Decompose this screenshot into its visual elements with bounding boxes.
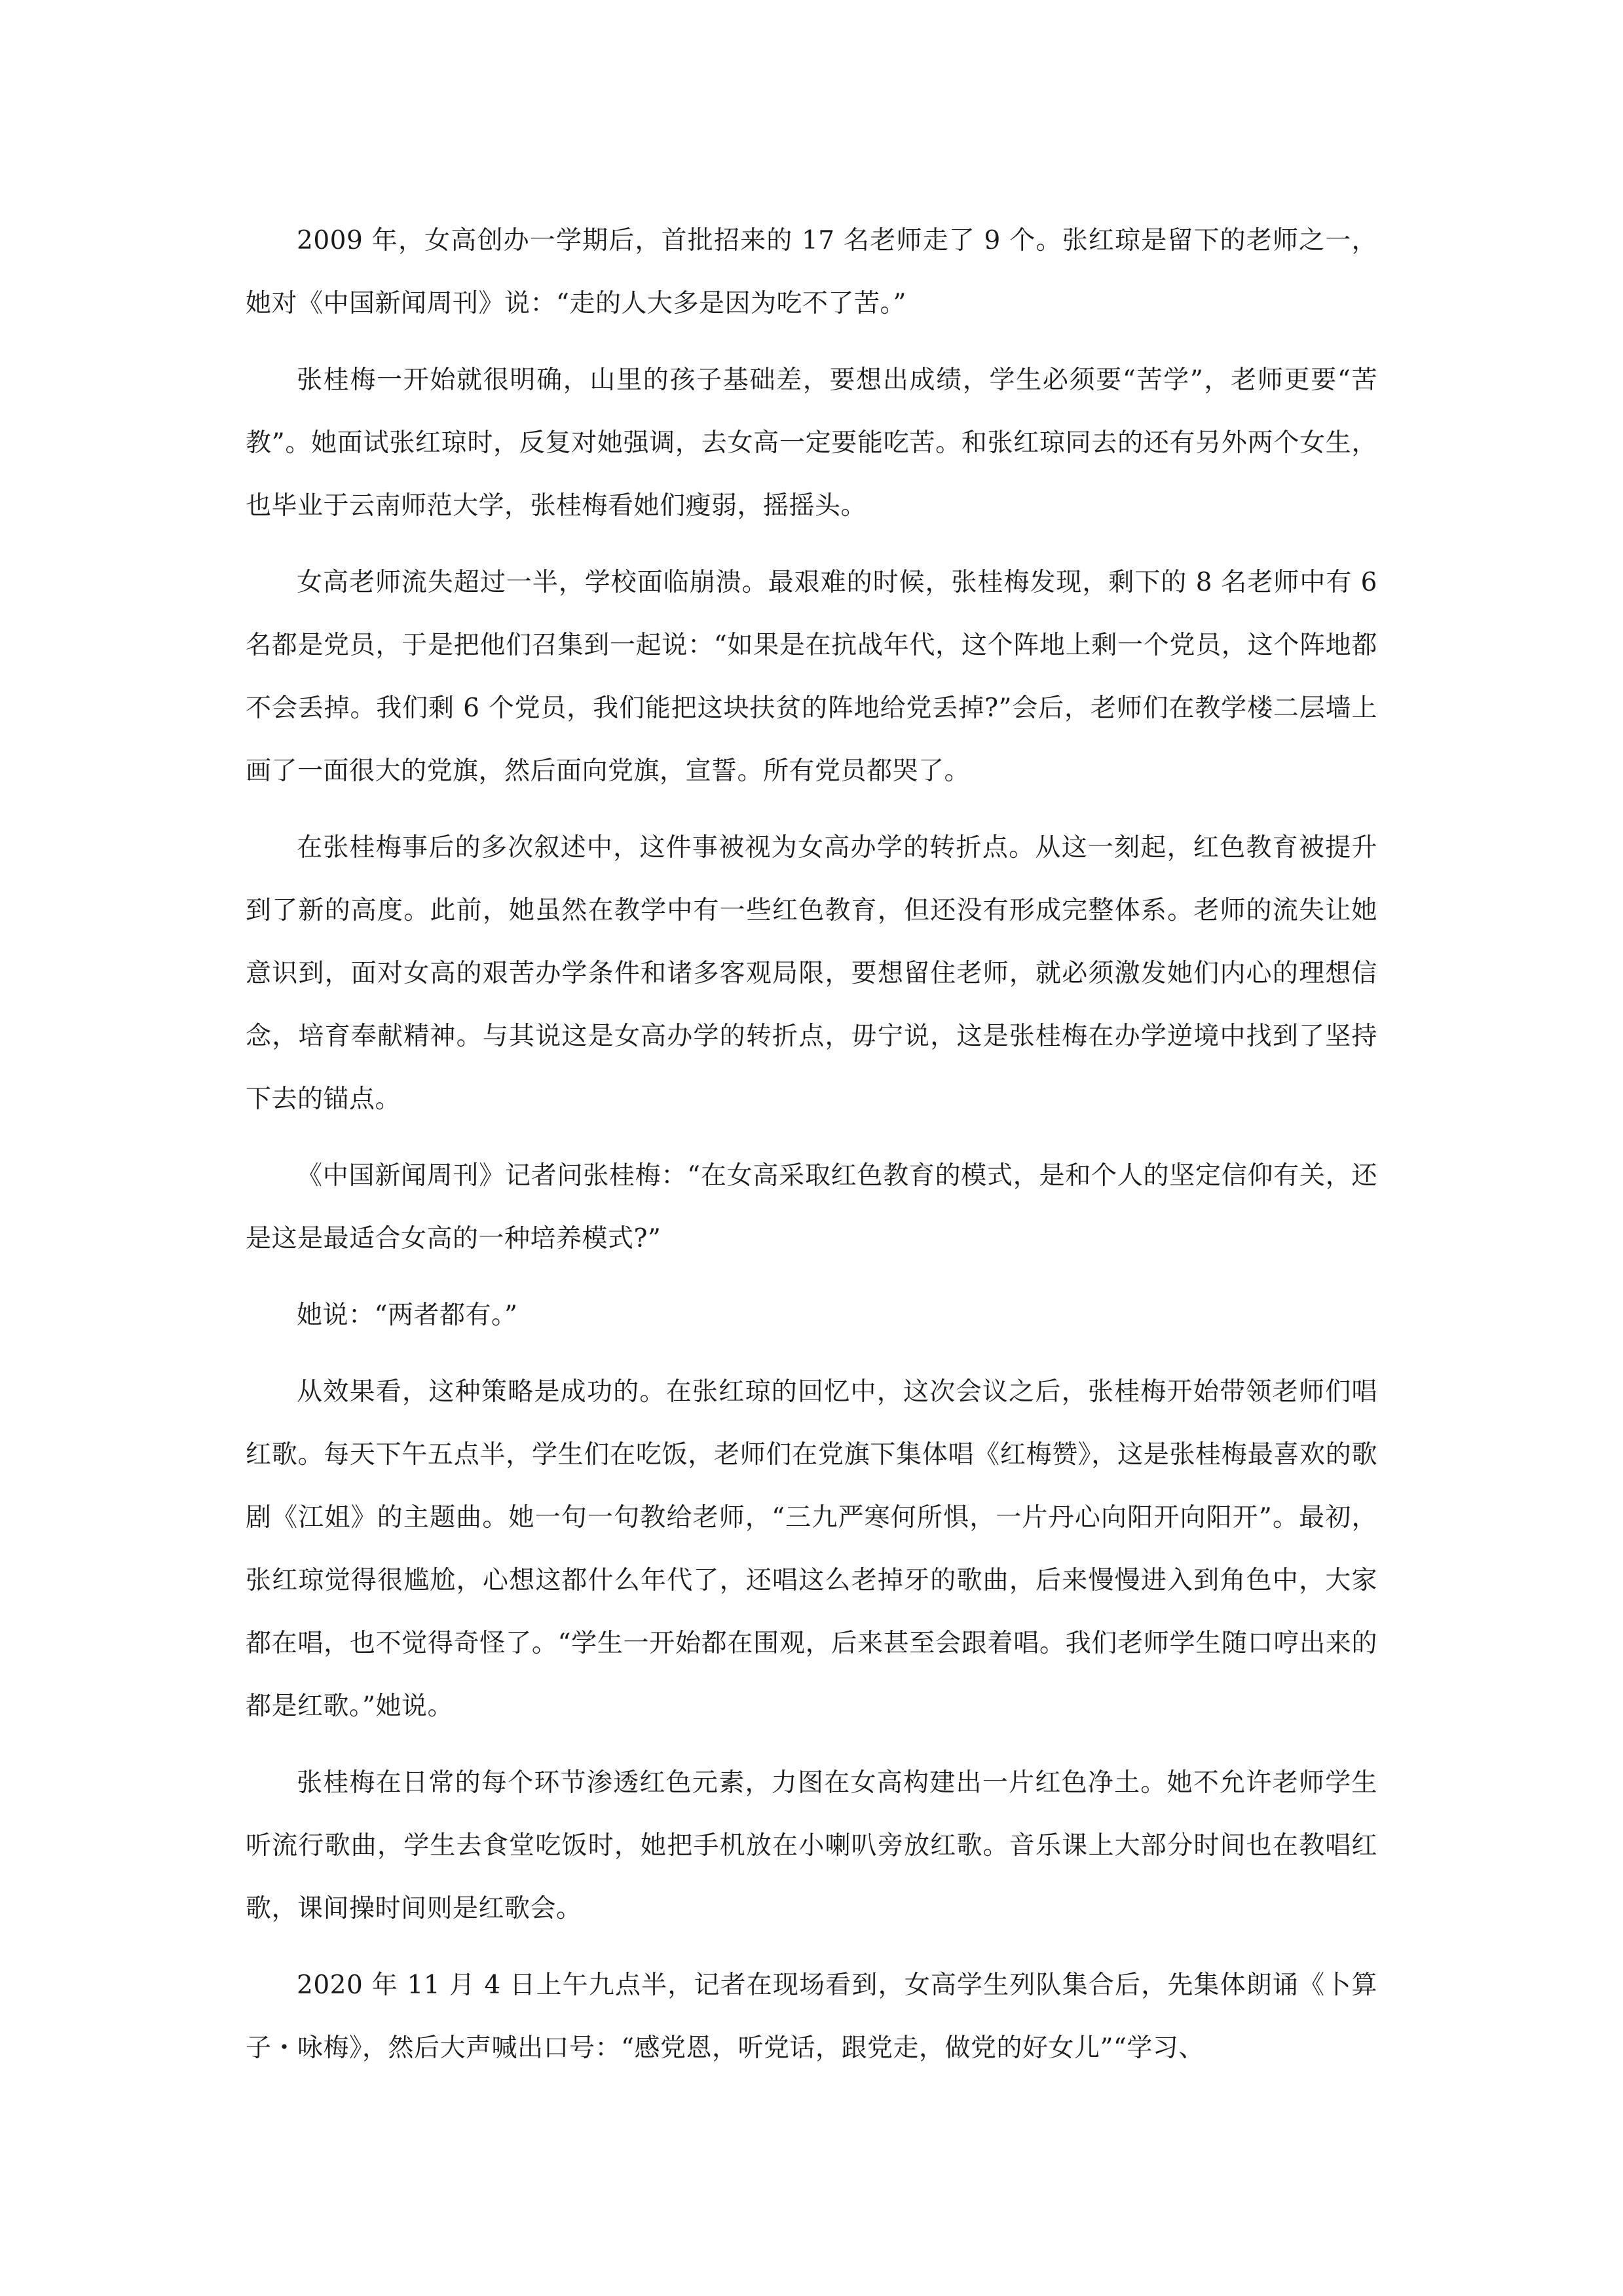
- paragraph-4: 在张桂梅事后的多次叙述中，这件事被视为女高办学的转折点。从这一刻起，红色教育被提升到了新的高度。此前，她虽然在教学中有一些红色教育，但还没有形成完整体系。老师的流失让她意识到，面对女高的艰苦办学条件和诸多客观局限，要想留住老师，就必须激发她们内心的理想信念，培育奉献精神。与其说这是女高办学的转折点，毋宁说，这是张桂梅在办学逆境中找到了坚持下去的锚点。: [246, 833, 1377, 1114]
- paragraph-6: 她说：“两者都有。”: [297, 1301, 518, 1330]
- article-body: [246, 210, 1377, 2094]
- paragraph-8: 张桂梅在日常的每个环节渗透红色元素，力图在女高构建出一片红色净土。她不允许老师学生听流行歌曲，学生去食堂吃饭时，她把手机放在小喇叭旁放红歌。音乐课上大部分时间也在教唱红歌，课间操时间则是红歌会。: [246, 1768, 1377, 1923]
- paragraph-9: 2020 年 11 月 4 日上午九点半，记者在现场看到，女高学生列队集合后，先集体朗诵《卜算子・咏梅》，然后大声喊出口号：“感党恩，听党话，跟党走，做党的好女儿”“学习、: [246, 1971, 1377, 2063]
- paragraph-5: 《中国新闻周刊》记者问张桂梅：“在女高采取红色教育的模式，是和个人的坚定信仰有关，还是这是最适合女高的一种培养模式?”: [246, 1161, 1377, 1253]
- paragraph-1: 2009 年，女高创办一学期后，首批招来的 17 名老师走了 9 个。张红琼是留下的老师之一，她对《中国新闻周刊》说：“走的人大多是因为吃不了苦。”: [246, 226, 1377, 318]
- paragraph-7: 从效果看，这种策略是成功的。在张红琼的回忆中，这次会议之后，张桂梅开始带领老师们唱红歌。每天下午五点半，学生们在吃饭，老师们在党旗下集体唱《红梅赞》，这是张桂梅最喜欢的歌剧《江姐》的主题曲。她一句一句教给老师，“三九严寒何所惧，一片丹心向阳开向阳开”。最初，张红琼觉得很尴尬，心想这都什么年代了，还唱这么老掉牙的歌曲，后来慢慢进入到角色中，大家都在唱，也不觉得奇怪了。“学生一开始都在围观，后来甚至会跟着唱。我们老师学生随口哼出来的都是红歌。”她说。: [246, 1377, 1377, 1721]
- paragraph-2: 张桂梅一开始就很明确，山里的孩子基础差，要想出成绩，学生必须要“苦学”，老师更要“苦教”。她面试张红琼时，反复对她强调，去女高一定要能吃苦。和张红琼同去的还有另外两个女生，也毕业于云南师范大学，张桂梅看她们瘦弱，摇摇头。: [246, 365, 1377, 521]
- paragraph-3: 女高老师流失超过一半，学校面临崩溃。最艰难的时候，张桂梅发现，剩下的 8 名老师中有 6 名都是党员，于是把他们召集到一起说：“如果是在抗战年代，这个阵地上剩一个党员，这个阵地都不会丢掉。我们剩 6 个党员，我们能把这块扶贫的阵地给党丢掉?”会后，老师们在教学楼二层墙上画了一面很大的党旗，然后面向党旗，宣誓。所有党员都哭了。: [246, 568, 1377, 786]
